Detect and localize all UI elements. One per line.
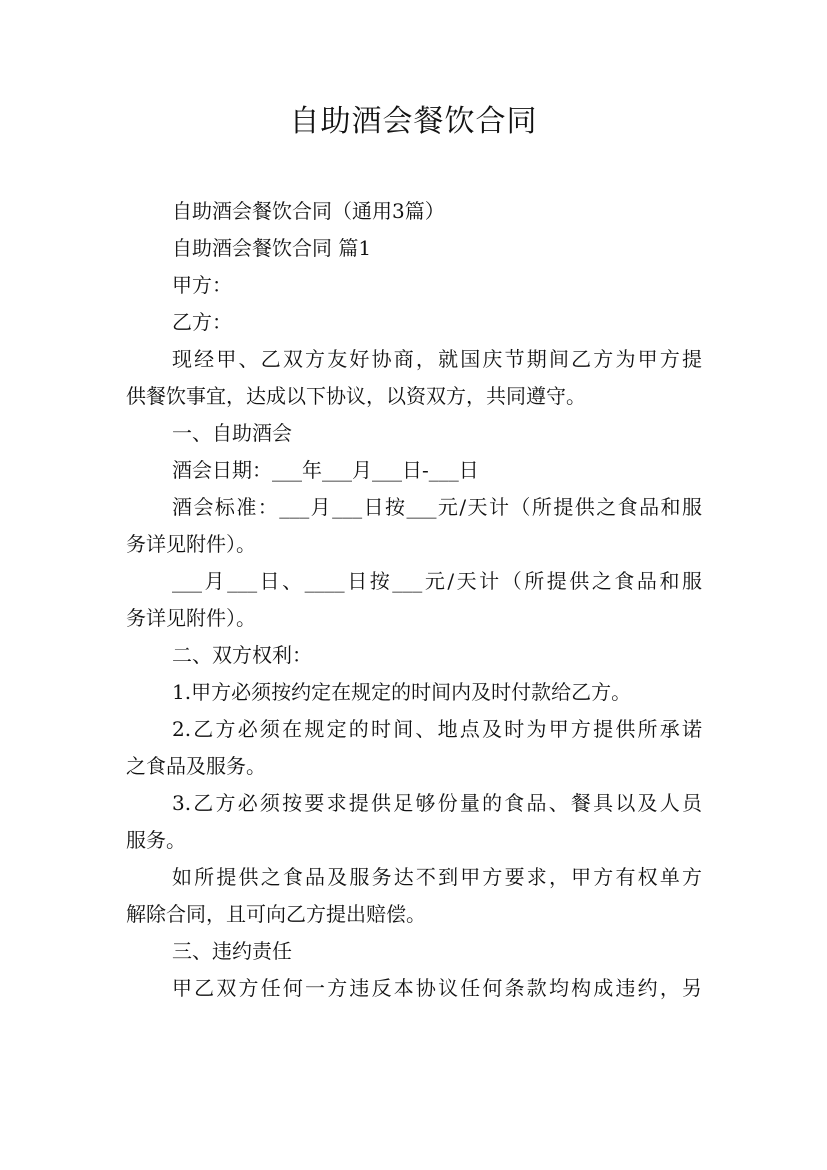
paragraph-line: 乙方： bbox=[172, 310, 232, 334]
paragraph-line: 现经甲、乙双方友好协商，就国庆节期间乙方为甲方提 bbox=[172, 347, 702, 371]
paragraph-line: 务详见附件）。 bbox=[126, 532, 256, 556]
document-title: 自助酒会餐饮合同 bbox=[289, 104, 538, 139]
section-heading: 二、双方权利： bbox=[172, 643, 312, 667]
paragraph-line: 供餐饮事宜，达成以下协议，以资双方，共同遵守。 bbox=[126, 384, 586, 408]
paragraph-line: 服务。 bbox=[126, 828, 186, 852]
paragraph-line: 酒会日期：___年___月___日-___日 bbox=[172, 458, 479, 482]
paragraph-line: 自助酒会餐饮合同 篇1 bbox=[172, 236, 372, 260]
paragraph-line: 之食品及服务。 bbox=[126, 754, 266, 778]
paragraph-line: 甲方： bbox=[172, 273, 232, 297]
document-body bbox=[126, 193, 702, 1007]
section-heading: 三、违约责任 bbox=[172, 939, 292, 963]
paragraph-line: 甲乙双方任何一方违反本协议任何条款均构成违约，另 bbox=[172, 976, 702, 1000]
paragraph-line: 酒会标准：___月___日按___元/天计（所提供之食品和服 bbox=[172, 495, 702, 519]
section-heading: 一、自助酒会 bbox=[172, 421, 292, 445]
paragraph-line: 1.甲方必须按约定在规定的时间内及时付款给乙方。 bbox=[172, 680, 632, 704]
paragraph-line: 自助酒会餐饮合同（通用3篇） bbox=[172, 199, 445, 223]
paragraph-line: ___月___日、____日按___元/天计（所提供之食品和服 bbox=[172, 569, 702, 593]
paragraph-line: 2.乙方必须在规定的时间、地点及时为甲方提供所承诺 bbox=[172, 717, 702, 741]
paragraph-line: 务详见附件）。 bbox=[126, 606, 256, 630]
paragraph-line: 如所提供之食品及服务达不到甲方要求，甲方有权单方 bbox=[172, 865, 702, 889]
paragraph-line: 3.乙方必须按要求提供足够份量的食品、餐具以及人员 bbox=[172, 791, 702, 815]
paragraph-line: 解除合同，且可向乙方提出赔偿。 bbox=[126, 902, 426, 926]
